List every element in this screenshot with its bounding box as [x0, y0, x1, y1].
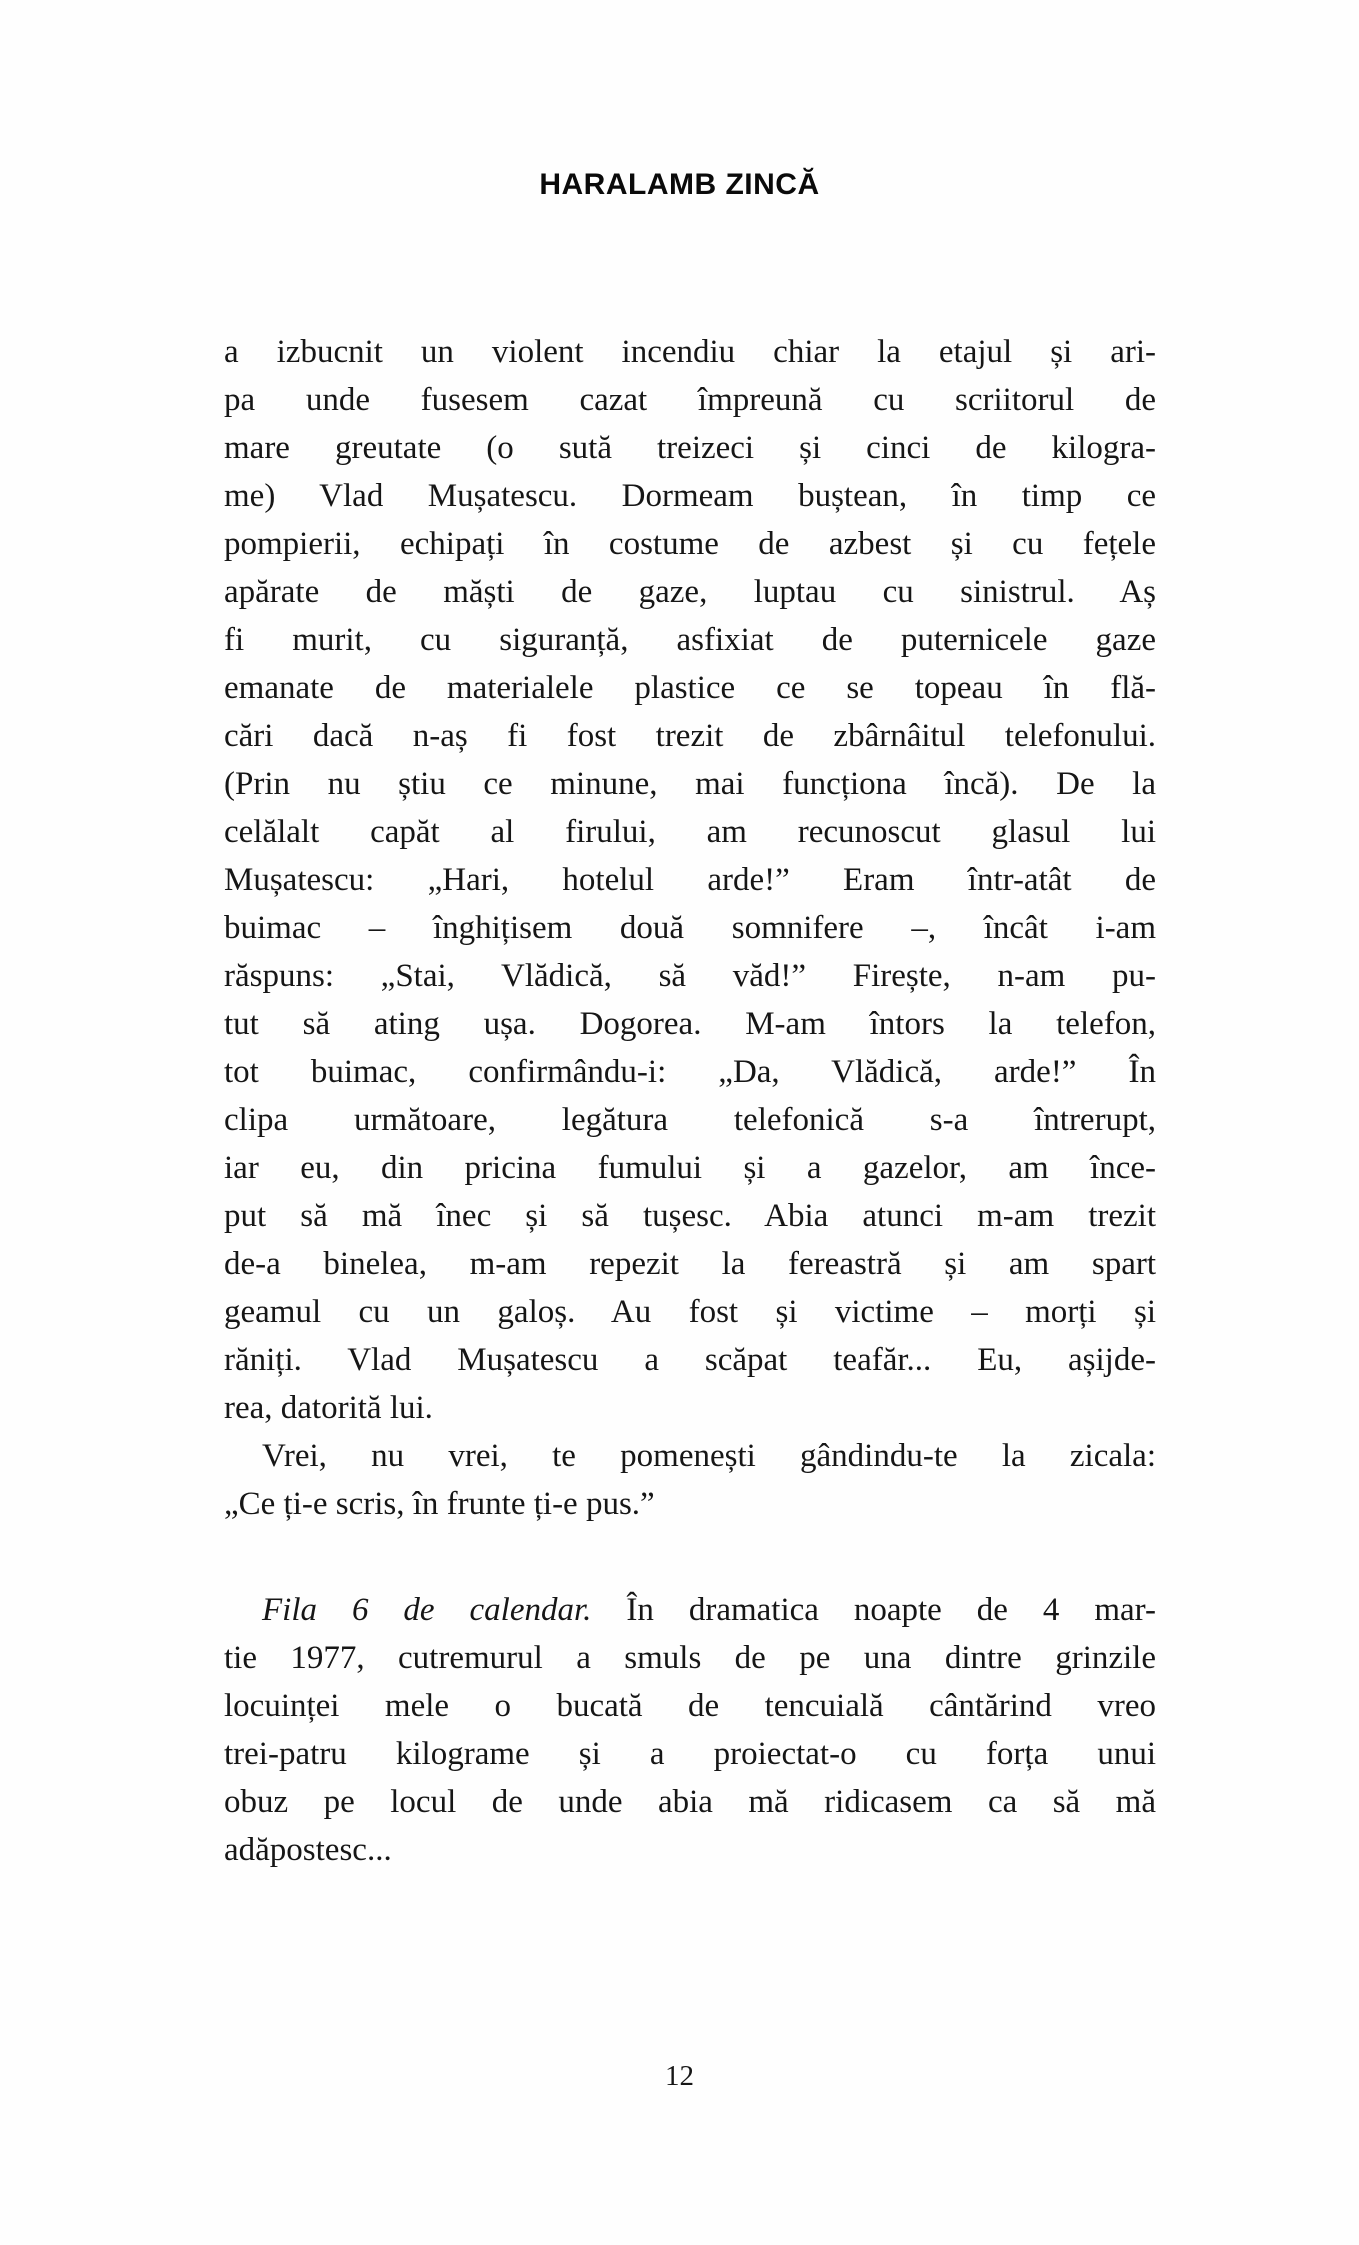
paragraph: [224, 1586, 1156, 1874]
text-line: rea, datorită lui.: [224, 1390, 433, 1426]
text-line: Mușatescu: „Hari, hotelul arde!” Eram într-atât de: [224, 862, 1156, 898]
text-line: fi murit, cu siguranță, asfixiat de puternicele gaze: [224, 622, 1156, 658]
text-line: răspuns: „Stai, Vlădică, să văd!” Firește, n-am pu-: [224, 958, 1156, 994]
text-line: celălalt capăt al firului, am recunoscut glasul lui: [224, 814, 1156, 850]
text-line: me) Vlad Mușatescu. Dormeam buștean, în timp ce: [224, 478, 1156, 514]
paragraph: [224, 1432, 1156, 1528]
text-line: buimac – înghițisem două somnifere –, încât i-am: [224, 910, 1156, 946]
text-line: Vrei, nu vrei, te pomenești gândindu-te la zicala:: [262, 1438, 1156, 1474]
text-line: a izbucnit un violent incendiu chiar la etajul și ari-: [224, 334, 1156, 370]
text-line: pa unde fusesem cazat împreună cu scriitorul de: [224, 382, 1156, 418]
text-block: [224, 328, 1156, 1874]
text-line: pompierii, echipați în costume de azbest și cu fețele: [224, 526, 1156, 562]
text-line: iar eu, din pricina fumului și a gazelor, am înce-: [224, 1150, 1156, 1186]
text-line: mare greutate (o sută treizeci și cinci de kilogra-: [224, 430, 1156, 466]
text-line: (Prin nu știu ce minune, mai funcționa încă). De la: [224, 766, 1156, 802]
running-head-author: HARALAMB ZINCĂ: [539, 168, 820, 201]
text-line: de-a binelea, m-am repezit la fereastră și am spart: [224, 1246, 1156, 1282]
page-number: 12: [665, 2060, 694, 2092]
text-line: emanate de materialele plastice ce se topeau în flă-: [224, 670, 1156, 706]
text-line: geamul cu un galoș. Au fost și victime – morți și: [224, 1294, 1156, 1330]
text-line: trei-patru kilograme și a proiectat-o cu forța unui: [224, 1736, 1156, 1772]
italic-lead-text: Fila 6 de calendar.: [262, 1592, 592, 1628]
text-line: [224, 1586, 1156, 1634]
text-line: tot buimac, confirmându-i: „Da, Vlădică, arde!” În: [224, 1054, 1156, 1090]
text-line: „Ce ți-e scris, în frunte ți-e pus.”: [224, 1486, 655, 1522]
text-line: tie 1977, cutremurul a smuls de pe una dintre grinzile: [224, 1640, 1156, 1676]
text-line: apărate de măști de gaze, luptau cu sinistrul. Aș: [224, 574, 1156, 610]
text-line: răniți. Vlad Mușatescu a scăpat teafăr... Eu, așijde-: [224, 1342, 1156, 1378]
paragraph: [224, 328, 1156, 1432]
text-line: locuinței mele o bucată de tencuială cântărind vreo: [224, 1688, 1156, 1724]
plain-text: În dramatica noapte de 4 mar-: [591, 1592, 1156, 1628]
text-line: tut să ating ușa. Dogorea. M-am întors la telefon,: [224, 1006, 1156, 1042]
text-line: cări dacă n-aș fi fost trezit de zbârnâitul telefonului.: [224, 718, 1156, 754]
text-line: obuz pe locul de unde abia mă ridicasem ca să mă: [224, 1784, 1156, 1820]
text-line: clipa următoare, legătura telefonică s-a întrerupt,: [224, 1102, 1156, 1138]
text-line: adăpostesc...: [224, 1832, 392, 1868]
text-line: put să mă înec și să tușesc. Abia atunci m-am trezit: [224, 1198, 1156, 1234]
